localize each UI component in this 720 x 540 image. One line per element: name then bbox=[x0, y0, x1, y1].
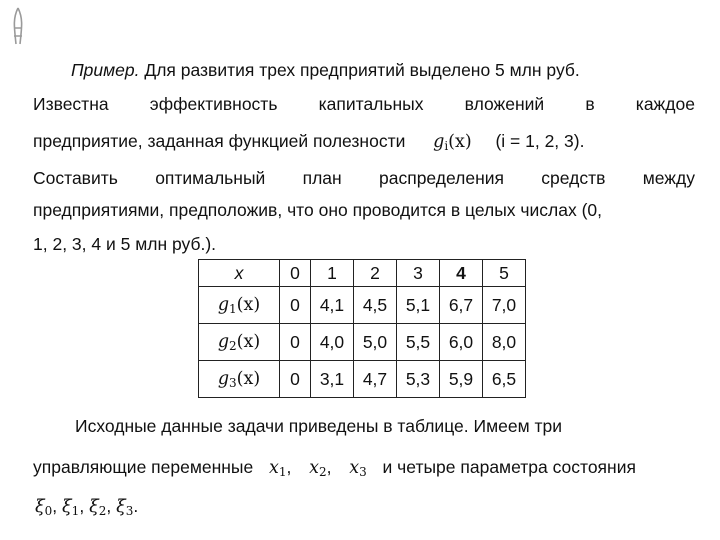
table-cell: 4,5 bbox=[354, 287, 397, 324]
table-cell: 5,3 bbox=[397, 361, 440, 398]
paragraph-line-3 bbox=[33, 129, 695, 153]
header-cell: 5 bbox=[483, 260, 526, 287]
table-row bbox=[199, 324, 526, 361]
separator: , bbox=[106, 496, 112, 516]
row-label: $g_3(x)$ bbox=[199, 361, 280, 398]
word: оптимальный bbox=[155, 168, 266, 188]
table-cell: 5,5 bbox=[397, 324, 440, 361]
row-label: $g_2(x)$ bbox=[199, 324, 280, 361]
table-header-row bbox=[199, 260, 526, 287]
table-row bbox=[199, 361, 526, 398]
separator: , bbox=[52, 496, 58, 516]
paragraph-line-5 bbox=[33, 198, 695, 222]
word: капитальных bbox=[318, 94, 424, 114]
paragraph-line-1 bbox=[33, 58, 695, 82]
table-cell: 8,0 bbox=[483, 324, 526, 361]
paragraph2-text-2b: и четыре параметра состояния bbox=[382, 457, 636, 477]
state-parameter: $\xi_3$ bbox=[116, 497, 134, 518]
word: эффективность bbox=[149, 94, 278, 114]
paragraph2-text-1: Исходные данные задачи приведены в таблице. Имеем три bbox=[75, 416, 562, 436]
paragraph-line-2 bbox=[33, 92, 695, 116]
word: план bbox=[302, 168, 342, 188]
table-cell: 6,7 bbox=[440, 287, 483, 324]
table-row bbox=[199, 287, 526, 324]
state-parameter: $\xi_0$ bbox=[35, 497, 53, 518]
example-label: Пример. bbox=[71, 60, 140, 80]
paragraph2-line-2 bbox=[33, 455, 695, 479]
word: Известна bbox=[33, 94, 109, 114]
separator: , bbox=[286, 457, 292, 477]
header-cell: 2 bbox=[354, 260, 397, 287]
separator: , bbox=[326, 457, 332, 477]
word: средств bbox=[541, 168, 606, 188]
paragraph2-line-1 bbox=[33, 414, 695, 438]
table-cell: 5,9 bbox=[440, 361, 483, 398]
paragraph-text-6: 1, 2, 3, 4 и 5 млн руб.). bbox=[33, 234, 217, 254]
word: Составить bbox=[33, 168, 118, 188]
paragraph-line-4 bbox=[33, 166, 695, 190]
function-argument: (x) bbox=[448, 132, 472, 152]
control-variable: $x_3$ bbox=[349, 458, 367, 479]
utility-function: $g_i$ bbox=[433, 132, 449, 153]
word: в bbox=[585, 94, 595, 114]
word: распределения bbox=[379, 168, 504, 188]
word: между bbox=[642, 168, 695, 188]
table-cell: 0 bbox=[280, 361, 311, 398]
utility-table bbox=[198, 259, 526, 398]
paragraph2-text-2a: управляющие переменные bbox=[33, 457, 254, 477]
header-cell: 1 bbox=[311, 260, 354, 287]
control-variable: $x_2$ bbox=[309, 458, 327, 479]
paragraph-text-3: предприятие, заданная функцией полезности bbox=[33, 131, 406, 151]
table-cell: 4,0 bbox=[311, 324, 354, 361]
paragraph-text-1: Для развития трех предприятий выделено 5 млн руб. bbox=[144, 60, 580, 80]
table-cell: 7,0 bbox=[483, 287, 526, 324]
control-variable: $x_1$ bbox=[269, 458, 287, 479]
paragraph-line-6 bbox=[33, 232, 695, 256]
word: каждое bbox=[635, 94, 695, 114]
word: вложений bbox=[464, 94, 545, 114]
paragraph2-line-3 bbox=[35, 494, 697, 518]
row-label: $g_1(x)$ bbox=[199, 287, 280, 324]
separator: . bbox=[133, 496, 139, 516]
state-parameter: $\xi_1$ bbox=[62, 497, 80, 518]
table-cell: 6,0 bbox=[440, 324, 483, 361]
header-cell: 3 bbox=[397, 260, 440, 287]
table-cell: 4,7 bbox=[354, 361, 397, 398]
table-cell: 0 bbox=[280, 324, 311, 361]
state-parameter: $\xi_2$ bbox=[89, 497, 107, 518]
header-cell: 0 bbox=[280, 260, 311, 287]
separator: , bbox=[79, 496, 85, 516]
logo-icon bbox=[10, 6, 26, 46]
table-cell: 5,1 bbox=[397, 287, 440, 324]
table-cell: 5,0 bbox=[354, 324, 397, 361]
header-cell-x: x bbox=[199, 260, 280, 287]
paragraph-text-5: предприятиями, предположив, что оно проводится в целых числах (0, bbox=[33, 200, 603, 220]
table-cell: 0 bbox=[280, 287, 311, 324]
header-cell: 4 bbox=[440, 260, 483, 287]
table-cell: 6,5 bbox=[483, 361, 526, 398]
table-cell: 3,1 bbox=[311, 361, 354, 398]
table-cell: 4,1 bbox=[311, 287, 354, 324]
index-range: (i = 1, 2, 3). bbox=[495, 131, 585, 151]
